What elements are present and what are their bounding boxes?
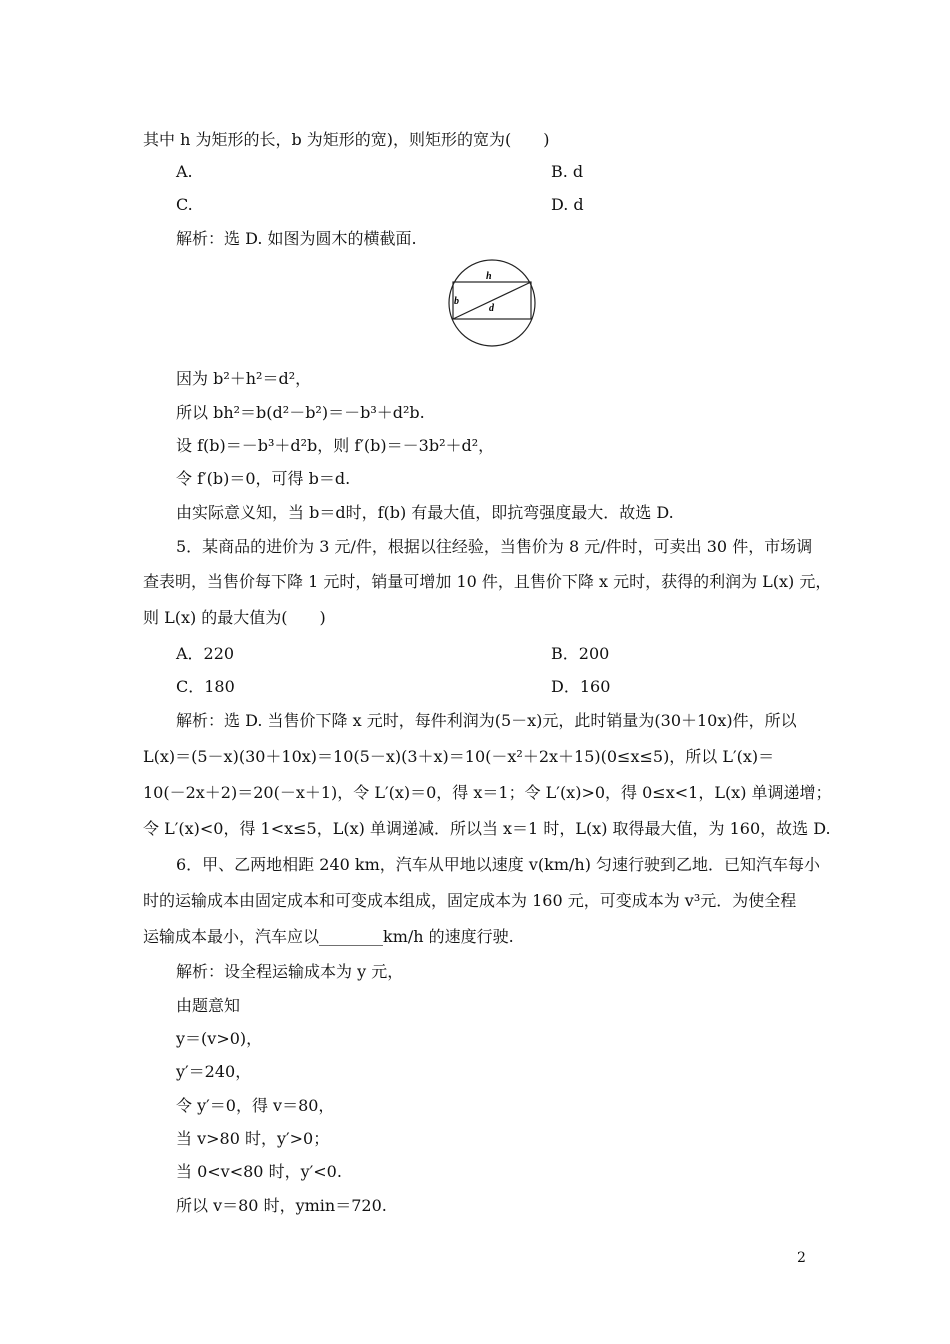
q4-option-c: C. — [176, 195, 193, 214]
q5-analysis-3: 10(－2x＋2)＝20(－x＋1)，令 L′(x)＝0，得 x＝1；令 L′(x)>0，得 0≤x<1，L(x) 单调递增； — [143, 783, 832, 802]
q4-line-conclusion: 由实际意义知，当 b＝d时，f(b) 有最大值，即抗弯强度最大．故选 D. — [176, 503, 674, 522]
q5-stem-1: 5．某商品的进价为 3 元/件，根据以往经验，当售价为 8 元/件时，可卖出 30 件，市场调 — [176, 537, 813, 556]
figure-label-h: h — [486, 271, 492, 282]
figure-label-d: d — [489, 303, 494, 314]
q5-option-a: A．220 — [176, 644, 235, 663]
q4-analysis-intro: 解析：选 D. 如图为圆木的横截面. — [176, 229, 417, 248]
q6-stem-1: 6．甲、乙两地相距 240 km，汽车从甲地以速度 v(km/h) 匀速行驶到乙地．已知汽车每小 — [176, 855, 821, 874]
circle-rectangle-figure — [445, 258, 539, 348]
q6-analysis-2: 由题意知 — [176, 996, 241, 1015]
q4-line-because: 因为 b²＋h²＝d²， — [176, 369, 312, 388]
q5-option-b: B．200 — [551, 644, 610, 663]
q6-analysis-8: 所以 v＝80 时，ymin＝720. — [176, 1196, 387, 1215]
q5-analysis-4: 令 L′(x)<0，得 1<x≤5，L(x) 单调递减．所以当 x＝1 时，L(x) 取得最大值，为 160，故选 D. — [143, 819, 831, 838]
q6-stem-3: 运输成本最小，汽车应以________km/h 的速度行驶. — [143, 927, 514, 946]
page-number: 2 — [797, 1250, 806, 1266]
line-1: 其中 h 为矩形的长，b 为矩形的宽)，则矩形的宽为( ) — [143, 130, 550, 149]
q5-stem-2: 查表明，当售价每下降 1 元时，销量可增加 10 件，且售价下降 x 元时，获得的利润为 L(x) 元， — [143, 572, 832, 591]
q4-line-so: 所以 bh²＝b(d²－b²)＝－b³＋d²b. — [176, 403, 425, 422]
q6-stem-2: 时的运输成本由固定成本和可变成本组成，固定成本为 160 元，可变成本为 v³元．为使全程 — [143, 891, 797, 910]
q6-analysis-1: 解析：设全程运输成本为 y 元， — [176, 962, 404, 981]
q5-stem-3: 则 L(x) 的最大值为( ) — [143, 608, 326, 627]
q5-analysis-1: 解析：选 D. 当售价下降 x 元时，每件利润为(5－x)元，此时销量为(30＋10x)件，所以 — [176, 711, 797, 730]
q6-analysis-7: 当 0<v<80 时，y′<0. — [176, 1162, 342, 1181]
q4-option-d: D. d — [551, 195, 584, 214]
q4-line-let-f: 设 f(b)＝－b³＋d²b，则 f′(b)＝－3b²＋d²， — [176, 436, 495, 455]
q4-option-b: B. d — [551, 162, 584, 181]
q6-analysis-4: y′＝240， — [176, 1062, 252, 1081]
q6-analysis-5: 令 y′＝0，得 v＝80， — [176, 1096, 335, 1115]
figure-label-b: b — [454, 296, 459, 307]
q6-analysis-3: y＝(v>0)， — [176, 1029, 263, 1048]
q5-option-c: C．180 — [176, 677, 235, 696]
q6-analysis-6: 当 v>80 时，y′>0； — [176, 1129, 330, 1148]
q5-analysis-2: L(x)＝(5－x)(30＋10x)＝10(5－x)(3＋x)＝10(－x²＋2x＋15)(0≤x≤5)，所以 L′(x)＝ — [143, 747, 775, 766]
q4-line-set-zero: 令 f′(b)＝0，可得 b＝d. — [176, 469, 351, 488]
q4-option-a: A. — [176, 162, 193, 181]
q5-option-d: D．160 — [551, 677, 611, 696]
